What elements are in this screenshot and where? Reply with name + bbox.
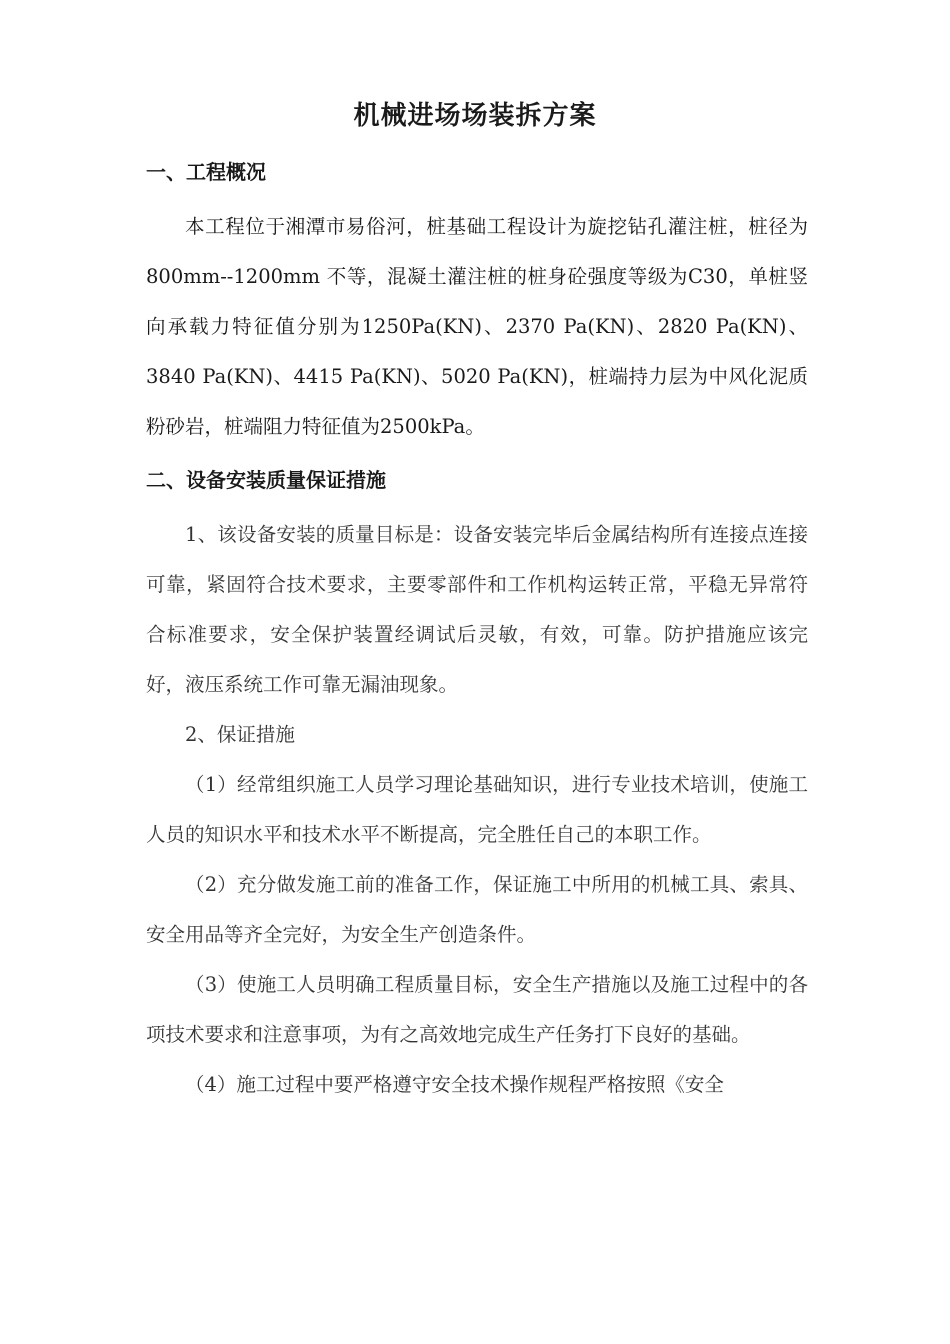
document-body xyxy=(146,152,808,1110)
paragraph: 本工程位于湘潭市易俗河，桩基础工程设计为旋挖钻孔灌注桩，桩径为 800mm--1200mm 不等，混凝土灌注桩的桩身砼强度等级为C30，单桩竖向承载力特征值分别为1250Pa(KN)、2370 Pa(KN)、2820 Pa(KN)、3840 Pa(KN)、4415 Pa(KN)、5020 Pa(KN)，桩端持力层为中风化泥质粉砂岩，桩端阻力特征值为2500kPa。 xyxy=(146,215,808,438)
paragraph: （1）经常组织施工人员学习理论基础知识，进行专业技术培训，使施工人员的知识水平和技术水平不断提高，完全胜任自己的本职工作。 xyxy=(146,773,808,846)
paragraph: （4）施工过程中要严格遵守安全技术操作规程严格按照《安全 xyxy=(185,1073,724,1096)
paragraph: 2、保证措施 xyxy=(185,723,295,746)
section-installation-quality xyxy=(146,460,808,1110)
paragraph: （2）充分做发施工前的准备工作，保证施工中所用的机械工具、索具、安全用品等齐全完好，为安全生产创造条件。 xyxy=(146,873,808,946)
section-project-overview xyxy=(146,152,808,452)
paragraph: （3）使施工人员明确工程质量目标，安全生产措施以及施工过程中的各项技术要求和注意事项，为有之高效地完成生产任务打下良好的基础。 xyxy=(146,973,808,1046)
section-heading: 二、设备安装质量保证措施 xyxy=(146,468,386,492)
paragraph: 1、该设备安装的质量目标是：设备安装完毕后金属结构所有连接点连接可靠，紧固符合技术要求，主要零部件和工作机构运转正常，平稳无异常符合标准要求，安全保护装置经调试后灵敏，有效，可靠。防护措施应该完好，液压系统工作可靠无漏油现象。 xyxy=(146,523,808,696)
section-heading: 一、工程概况 xyxy=(146,160,266,184)
document-title: 机械进场场装拆方案 xyxy=(353,101,597,131)
